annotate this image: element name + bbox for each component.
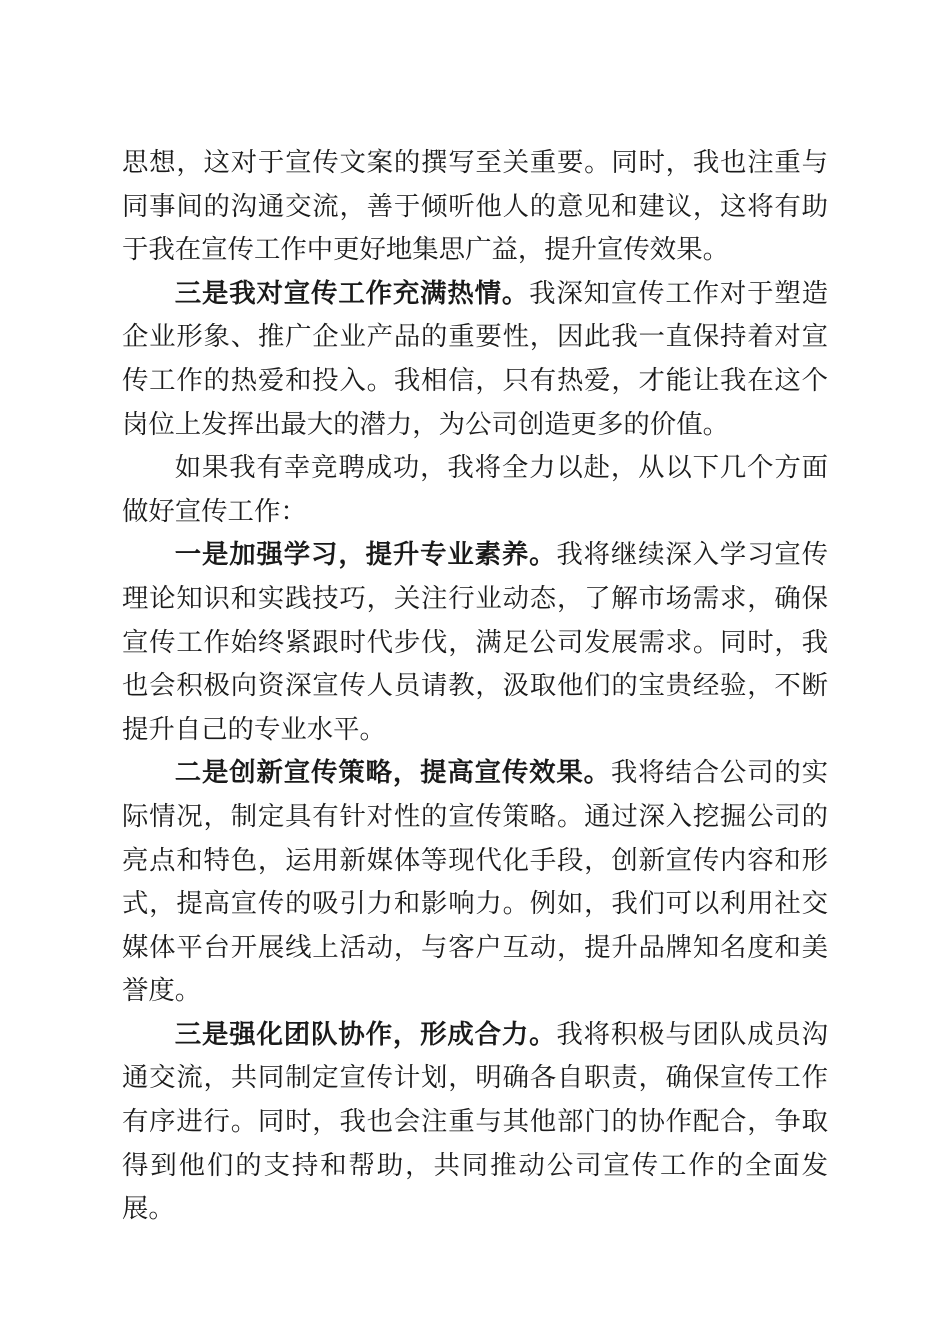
- paragraph-point-three-passion: [122, 272, 828, 446]
- paragraph-text: 我深知宣传工作对于塑造企业形象、推广企业产品的重要性，因此我一直保持着对宣传工作的热爱和投入。我相信，只有热爱，才能让我在这个岗位上发挥出最大的潜力，为公司创造更多的价值。: [122, 277, 829, 440]
- paragraph-plan-one: [122, 533, 828, 751]
- paragraph-plan-two: [122, 751, 828, 1013]
- paragraph-lead: 二是创新宣传策略，提高宣传效果。: [174, 757, 611, 789]
- paragraph-plan-three: [122, 1013, 828, 1231]
- paragraph-text: 我将继续深入学习宣传理论知识和实践技巧，关注行业动态，了解市场需求，确保宣传工作始终紧跟时代步伐，满足公司发展需求。同时，我也会积极向资深宣传人员请教，汲取他们的宝贵经验，不断提升自己的专业水平。: [122, 539, 829, 745]
- paragraph-text: 我将结合公司的实际情况，制定具有针对性的宣传策略。通过深入挖掘公司的亮点和特色，运用新媒体等现代化手段，创新宣传内容和形式，提高宣传的吸引力和影响力。例如，我们可以利用社交媒体平台开展线上活动，与客户互动，提升品牌知名度和美誉度。: [122, 757, 829, 1007]
- paragraph-lead: 三是强化团队协作，形成合力。: [174, 1018, 557, 1050]
- paragraph-lead: 一是加强学习，提升专业素养。: [174, 539, 557, 571]
- paragraph-lead: 三是我对宣传工作充满热情。: [174, 277, 530, 309]
- paragraph-intro-plans: [122, 446, 828, 533]
- paragraph-continuation: [122, 141, 828, 272]
- paragraph-text: 思想，这对于宣传文案的撰写至关重要。同时，我也注重与同事间的沟通交流，善于倾听他人的意见和建议，这将有助于我在宣传工作中更好地集思广益，提升宣传效果。: [122, 147, 828, 266]
- document-body: [122, 141, 828, 1231]
- paragraph-text: 如果我有幸竞聘成功，我将全力以赴，从以下几个方面做好宣传工作：: [122, 452, 828, 527]
- paragraph-text: 我将积极与团队成员沟通交流，共同制定宣传计划，明确各自职责，确保宣传工作有序进行。同时，我也会注重与其他部门的协作配合，争取得到他们的支持和帮助，共同推动公司宣传工作的全面发展。: [122, 1018, 829, 1225]
